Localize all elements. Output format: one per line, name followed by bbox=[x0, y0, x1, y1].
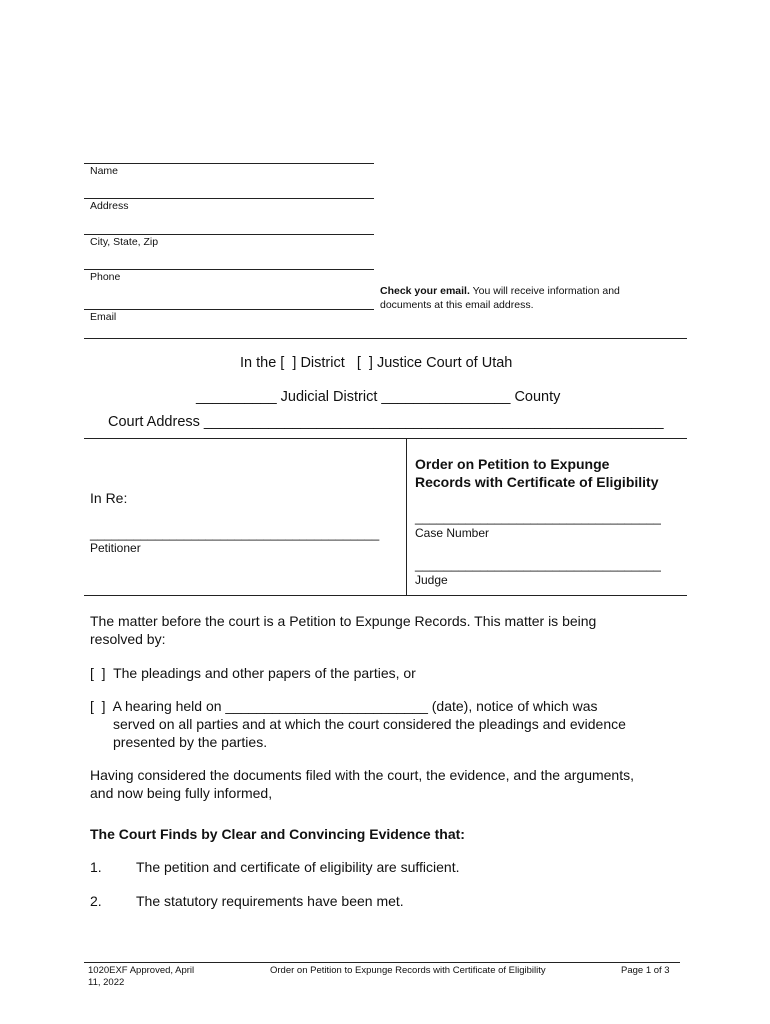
caption-bottom-border bbox=[84, 595, 687, 596]
option-hearing bbox=[90, 697, 690, 751]
option-pleadings: [ ] The pleadings and other papers of the parties, or bbox=[90, 665, 416, 681]
considered-line2: and now being fully informed, bbox=[90, 785, 273, 801]
considered-paragraph bbox=[90, 766, 700, 802]
document-title-line1: Order on Petition to Expunge bbox=[415, 456, 610, 472]
footer-rule bbox=[84, 962, 680, 963]
footer-title: Order on Petition to Expunge Records with Certificate of Eligibility bbox=[270, 965, 546, 976]
caption-top-border bbox=[84, 438, 687, 439]
email-label: Email bbox=[90, 311, 117, 323]
case-number-label: Case Number bbox=[415, 526, 490, 540]
findings-heading: The Court Finds by Clear and Convincing Evidence that: bbox=[90, 826, 465, 842]
email-note-bold: Check your email. bbox=[380, 285, 470, 297]
intro-line1: The matter before the court is a Petition to Expunge Records. This matter is being bbox=[90, 613, 597, 629]
phone-line bbox=[84, 269, 374, 270]
intro-paragraph bbox=[90, 612, 690, 648]
option-hearing-line2: served on all parties and at which the court considered the pleadings and evidence bbox=[113, 716, 626, 732]
city-state-zip-label: City, State, Zip bbox=[90, 236, 159, 248]
form-id bbox=[88, 965, 194, 989]
option-hearing-line3: presented by the parties. bbox=[113, 734, 268, 750]
court-type-line: In the [ ] District [ ] Justice Court of Utah bbox=[240, 355, 513, 371]
email-note bbox=[380, 284, 680, 312]
judge-line: __________________________________ bbox=[415, 557, 661, 572]
petitioner-label: Petitioner bbox=[90, 541, 141, 555]
judicial-district-line: __________ Judicial District ________________ County bbox=[196, 389, 561, 405]
form-id-line1: 1020EXF Approved, April bbox=[88, 965, 195, 976]
name-label: Name bbox=[90, 165, 119, 177]
document-title-line2: Records with Certificate of Eligibility bbox=[415, 474, 659, 490]
page-number: Page 1 of 3 bbox=[621, 965, 670, 976]
email-note-line2: documents at this email address. bbox=[380, 299, 534, 311]
court-address-line: Court Address _________________________________________________________ bbox=[108, 414, 664, 430]
finding-2-number: 2. bbox=[90, 893, 102, 909]
header-separator bbox=[84, 338, 687, 339]
considered-line1: Having considered the documents filed with the court, the evidence, and the arguments, bbox=[90, 767, 634, 783]
option-hearing-line1: [ ] A hearing held on __________________________ (date), notice of which was bbox=[90, 698, 598, 714]
city-state-zip-line bbox=[84, 234, 374, 235]
finding-1-text: The petition and certificate of eligibility are sufficient. bbox=[136, 859, 460, 875]
petitioner-line: ________________________________________ bbox=[90, 526, 380, 541]
email-note-rest: You will receive information and bbox=[469, 285, 620, 297]
judge-label: Judge bbox=[415, 573, 448, 587]
caption-divider bbox=[406, 438, 407, 595]
finding-2-text: The statutory requirements have been met. bbox=[136, 893, 404, 909]
finding-1-number: 1. bbox=[90, 859, 102, 875]
phone-label: Phone bbox=[90, 271, 121, 283]
address-line bbox=[84, 198, 374, 199]
in-re-label: In Re: bbox=[90, 490, 128, 506]
intro-line2: resolved by: bbox=[90, 631, 166, 647]
email-line bbox=[84, 309, 374, 310]
name-line bbox=[84, 163, 374, 164]
case-number-line: __________________________________ bbox=[415, 510, 661, 525]
address-label: Address bbox=[90, 200, 129, 212]
form-id-line2: 11, 2022 bbox=[88, 977, 125, 988]
